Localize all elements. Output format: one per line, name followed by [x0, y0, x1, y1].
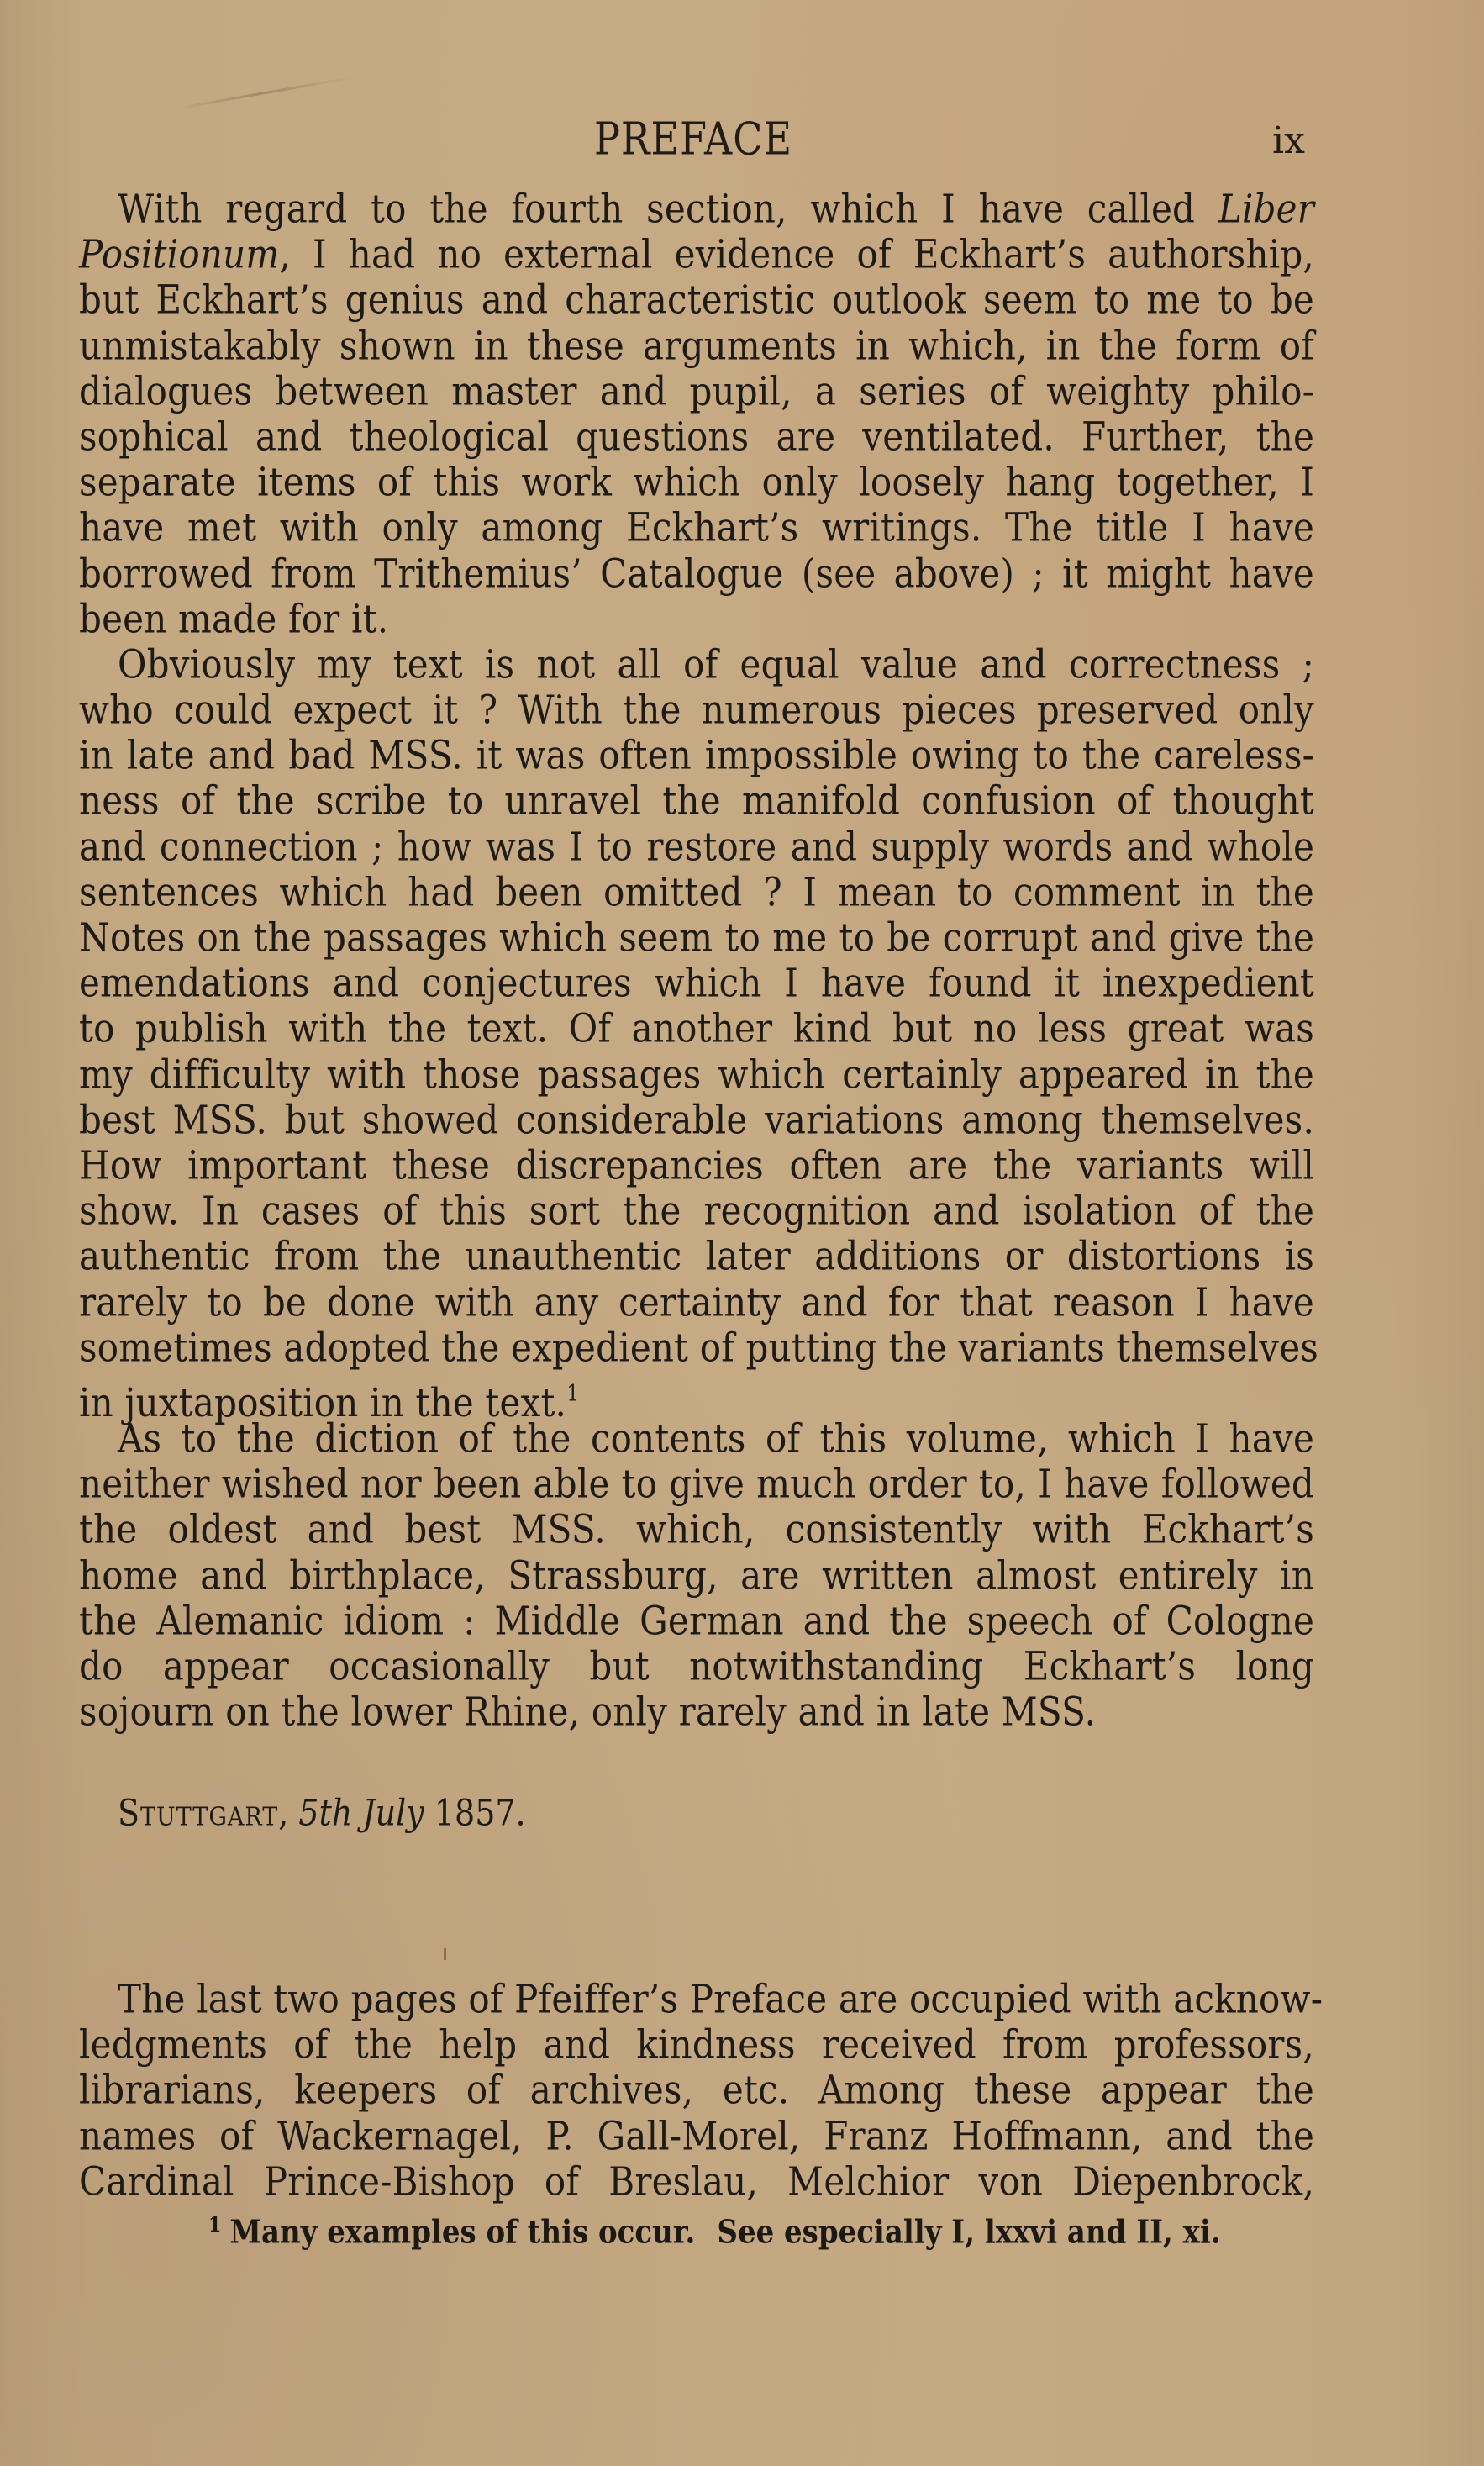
text-span: separate items of this work which only loosely hang together, I	[79, 459, 1314, 505]
text-line	[79, 503, 1314, 554]
text-line	[79, 593, 1314, 645]
text-span: show. In cases of this sort the recognition and isolation of the	[79, 1188, 1314, 1234]
text-span: How important these discrepancies often are the variants will	[79, 1141, 1314, 1188]
text-line	[79, 1504, 1314, 1556]
text-span: Cardinal Prince-Bishop of Breslau, Melchior von Diepenbrock,	[79, 2158, 1314, 2205]
text-line	[79, 412, 1314, 463]
text-span: borrowed from Trithemius’ Catalogue (see above) ; it might have	[79, 550, 1314, 597]
text-line	[79, 821, 1314, 872]
text-line	[79, 184, 1314, 235]
text-span: dialogues between master and pupil, a series of weighty philo-	[79, 367, 1314, 414]
text-span: Obviously my text is not all of equal value and correctness ;	[118, 640, 1314, 688]
text-line	[79, 1687, 1314, 1738]
text-span: have met with only among Eckhart’s writings. The title I have	[79, 504, 1314, 551]
text-line	[79, 958, 1314, 1009]
text-line	[79, 2156, 1314, 2207]
text-span: , I had no external evidence of Eckhart’s authorship,	[279, 231, 1314, 278]
text-span: sometimes adopted the expedient of putting the variants themselves	[79, 1324, 1319, 1371]
text-span: in late and bad MSS. it was often impossible owing to the careless-	[79, 732, 1314, 779]
signature-date: 5th July	[298, 1792, 424, 1834]
text-line	[79, 1596, 1314, 1647]
text-line	[79, 1094, 1314, 1146]
text-line	[79, 457, 1314, 508]
text-span: and connection ; how was I to restore and supply words and whole	[79, 823, 1314, 870]
text-line	[79, 1277, 1314, 1328]
text-span: the oldest and best MSS. which, consistently with Eckhart’s	[79, 1506, 1314, 1553]
text-line	[79, 1141, 1314, 1192]
footnote-text-a: Many examples of this occur.	[229, 2213, 696, 2252]
signature-comma: ,	[278, 1792, 299, 1834]
text-line	[79, 229, 1314, 281]
text-line	[79, 366, 1314, 417]
text-span: librarians, keepers of archives, etc. Among these appear the	[79, 2067, 1314, 2114]
preface-body	[79, 185, 1319, 1736]
page-header	[0, 112, 1484, 166]
text-line	[79, 2110, 1314, 2162]
text-line	[79, 2065, 1314, 2116]
italic-title: Liber	[1218, 185, 1314, 232]
footnote-reference[interactable]: 1	[566, 1380, 580, 1407]
text-line	[79, 913, 1314, 964]
text-line	[79, 1459, 1314, 1510]
ink-mark	[444, 1948, 446, 1960]
text-span: With regard to the fourth section, which I have called	[118, 185, 1218, 232]
footnote-number: 1	[208, 2212, 222, 2237]
text-span: Notes on the passages which seem to me to be corrupt and give the	[79, 914, 1314, 961]
footnote	[208, 2213, 1221, 2252]
text-line	[79, 320, 1314, 371]
text-span: names of Wackernagel, P. Gall-Morel, Franz Hoffmann, and the	[79, 2112, 1314, 2159]
text-line	[79, 867, 1314, 919]
text-span: home and birthplace, Strassburg, are written almost entirely in	[79, 1552, 1314, 1599]
footnote-text-b: See especially I, lxxvi and II, xi.	[717, 2213, 1221, 2252]
text-span: The last two pages of Pfeiffer’s Preface are occupied with acknow-	[118, 1975, 1323, 2022]
signature-year: 1857.	[434, 1792, 526, 1834]
page-number: ix	[1272, 119, 1305, 162]
running-head: PREFACE	[593, 112, 793, 166]
text-line	[79, 1550, 1314, 1601]
text-line	[79, 548, 1314, 599]
text-span: ledgments of the help and kindness received from professors,	[79, 2021, 1314, 2068]
text-line	[79, 1322, 1319, 1373]
text-line	[79, 1641, 1314, 1693]
text-span: who could expect it ? With the numerous pieces preserved only	[79, 687, 1314, 733]
text-line	[79, 1368, 1314, 1425]
signature-place: Stuttgart	[118, 1792, 279, 1834]
text-span: been made for it.	[79, 595, 389, 642]
text-span: authentic from the unauthentic later additions or distortions is	[79, 1233, 1314, 1280]
text-line	[79, 1231, 1314, 1283]
text-span: sojourn on the lower Rhine, only rarely and in late MSS.	[79, 1689, 1097, 1736]
text-line	[79, 730, 1314, 782]
text-line	[79, 640, 1314, 691]
text-line	[79, 685, 1314, 736]
text-span: neither wished nor been able to give much order to, I have followed	[79, 1461, 1314, 1508]
text-line	[79, 1004, 1314, 1055]
text-span: rarely to be done with any certainty and for that reason I have	[79, 1278, 1314, 1325]
text-span: to publish with the text. Of another kind but no less great was	[79, 1005, 1314, 1052]
translator-postscript	[79, 1975, 1323, 2205]
text-line	[79, 275, 1314, 326]
text-line	[79, 1974, 1323, 2026]
text-line	[79, 1186, 1314, 1237]
text-span: emendations and conjectures which I have found it inexpedient	[79, 960, 1314, 1007]
text-span: do appear occasionally but notwithstanding Eckhart’s long	[79, 1642, 1314, 1689]
text-span: in juxtaposition in the text.	[79, 1379, 567, 1425]
text-line	[79, 1049, 1314, 1100]
text-line	[79, 2020, 1314, 2071]
text-span: but Eckhart’s genius and characteristic outlook seem to me to be	[79, 277, 1314, 324]
text-line	[79, 776, 1314, 827]
italic-title: Positionum	[79, 231, 280, 278]
signature-line	[118, 1792, 526, 1833]
paper-smudge	[169, 76, 351, 111]
text-span: ness of the scribe to unravel the manifold confusion of thought	[79, 777, 1314, 825]
text-span: the Alemanic idiom : Middle German and the speech of Cologne	[79, 1597, 1314, 1644]
text-line	[79, 1414, 1314, 1465]
text-span: sophical and theological questions are ventilated. Further, the	[79, 413, 1314, 460]
text-span: As to the diction of the contents of this volume, which I have	[118, 1415, 1314, 1462]
text-span: best MSS. but showed considerable variations among themselves.	[79, 1096, 1314, 1143]
text-span: unmistakably shown in these arguments in which, in the form of	[79, 322, 1314, 369]
text-span: sentences which had been omitted ? I mean to comment in the	[79, 868, 1314, 915]
text-span: my difficulty with those passages which certainly appeared in the	[79, 1051, 1314, 1098]
